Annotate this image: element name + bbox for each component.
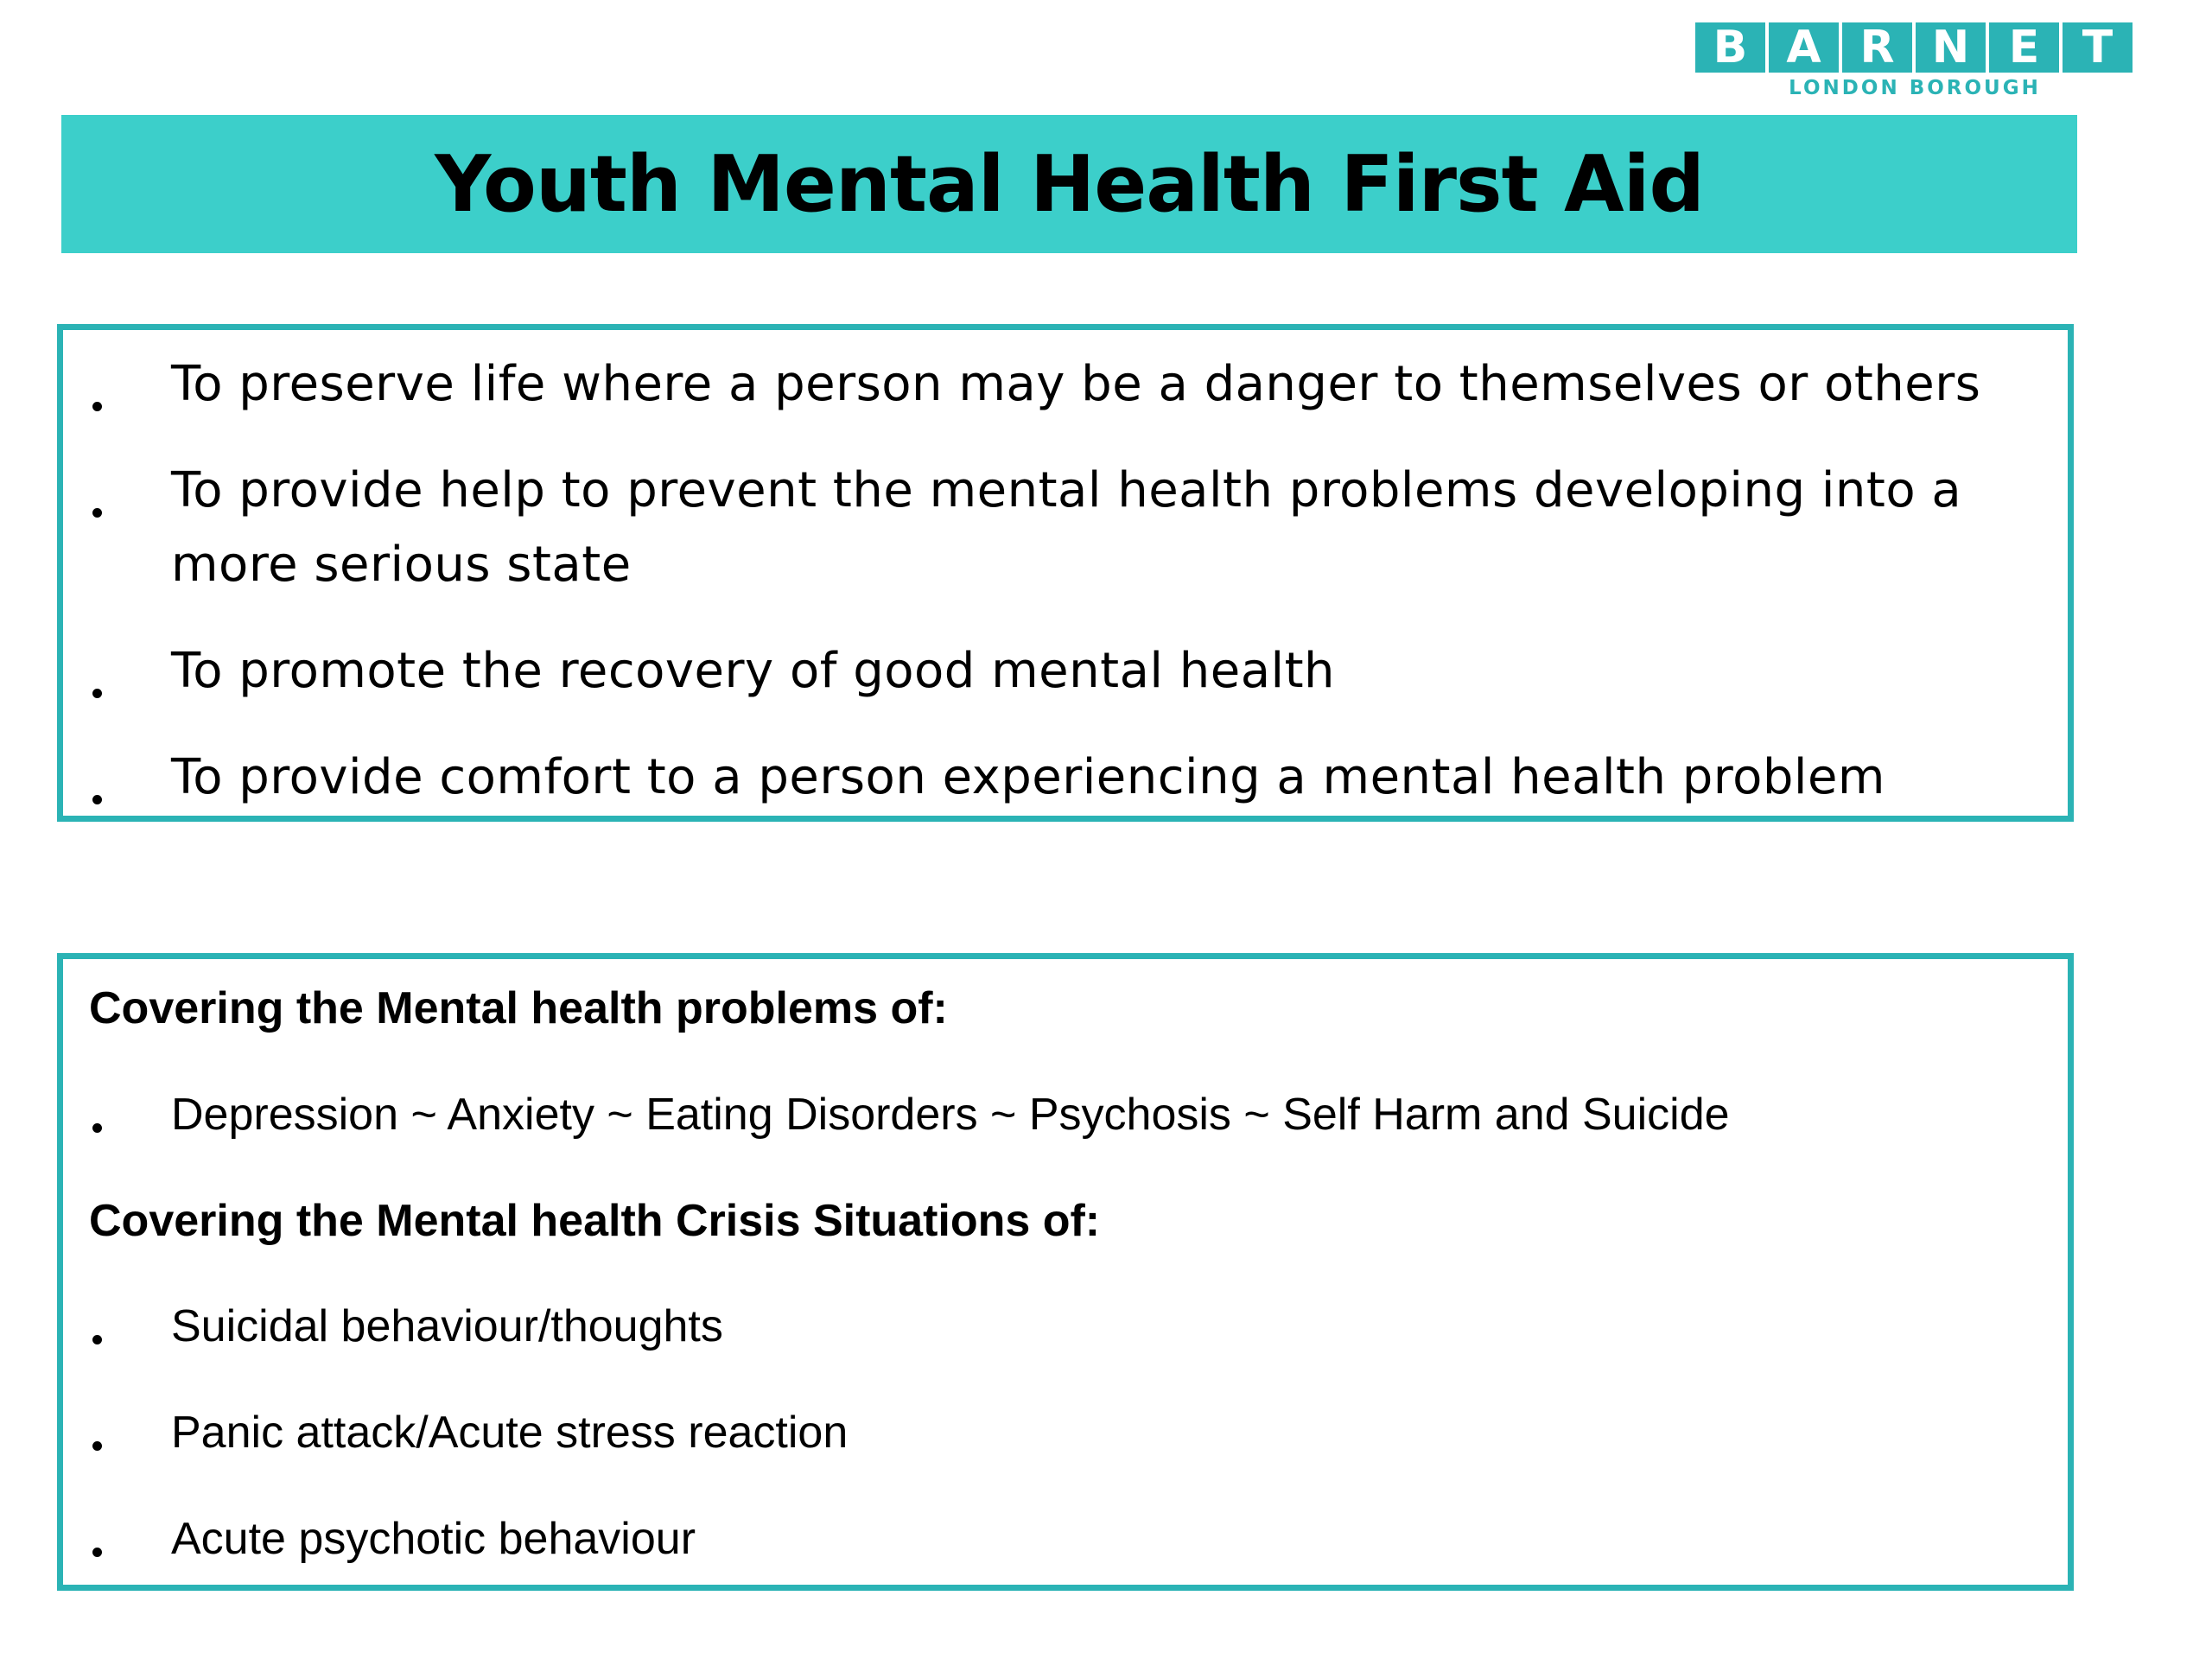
problem-text: Depression ~ Anxiety ~ Eating Disorders ~ Psychosis ~ Self Harm and Suicide — [171, 1090, 1730, 1140]
crisis-text: Panic attack/Acute stress reaction — [171, 1408, 849, 1458]
bullet-icon — [92, 795, 102, 804]
bullet-icon — [92, 508, 102, 518]
logo-letter: B — [1695, 22, 1765, 73]
bullet-icon — [92, 1123, 102, 1133]
topics-box — [57, 953, 2074, 1591]
logo-letter: N — [1916, 22, 1986, 73]
crisis-heading: Covering the Mental health Crisis Situations of: — [89, 1196, 1101, 1246]
bullet-icon — [92, 689, 102, 698]
bullet-icon — [92, 1441, 102, 1451]
bullet-icon — [92, 1335, 102, 1344]
crisis-text: Suicidal behaviour/thoughts — [171, 1301, 723, 1351]
logo-letter: T — [2063, 22, 2133, 73]
bullet-icon — [92, 1548, 102, 1557]
logo-letter: E — [1989, 22, 2059, 73]
aim-text: To promote the recovery of good mental health — [171, 643, 1336, 699]
aims-box — [57, 324, 2074, 822]
aim-text: To provide help to prevent the mental health problems developing into a more serious state — [171, 462, 1962, 593]
title-banner — [61, 115, 2077, 253]
problems-heading: Covering the Mental health problems of: — [89, 983, 948, 1033]
aim-text: To preserve life where a person may be a danger to themselves or others — [171, 356, 1981, 412]
bullet-icon — [92, 402, 102, 411]
page-title: Youth Mental Health First Aid — [435, 138, 1704, 230]
logo-letters — [1695, 22, 2133, 73]
logo-subtitle: LONDON BOROUGH — [1789, 77, 2041, 99]
logo-letter: A — [1769, 22, 1839, 73]
aim-text: To provide comfort to a person experiencing a mental health problem — [171, 749, 1885, 805]
logo-letter: R — [1842, 22, 1912, 73]
barnet-logo — [1695, 22, 2134, 100]
crisis-text: Acute psychotic behaviour — [171, 1514, 696, 1564]
